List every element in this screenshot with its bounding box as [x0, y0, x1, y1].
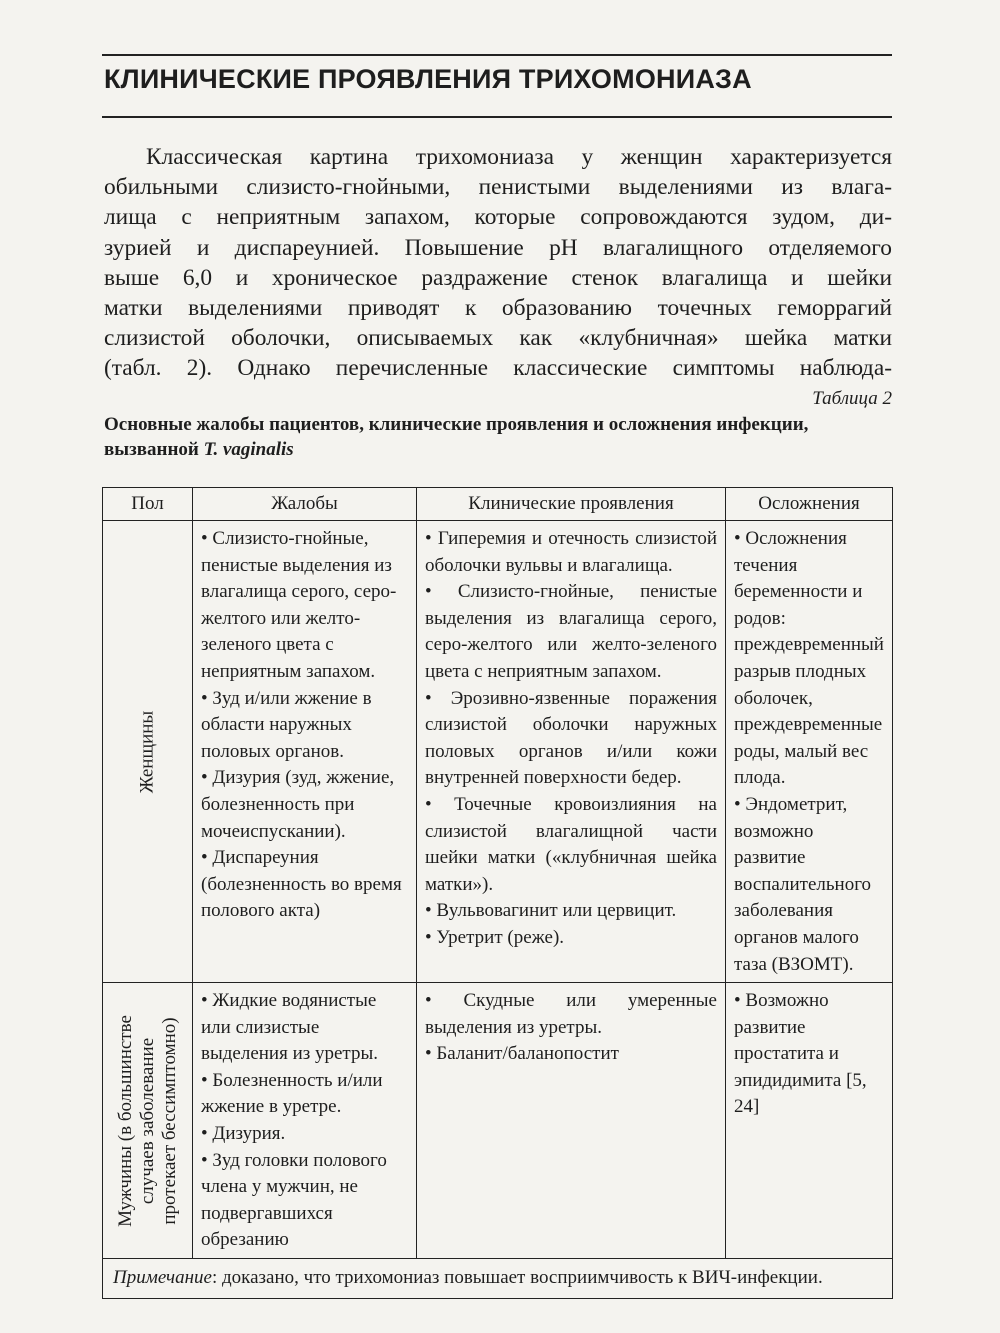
- list-item: • Диспареуния (болезненность во время полового акта): [201, 847, 402, 922]
- clinical-women: [417, 521, 726, 983]
- intro-paragraph: [104, 142, 892, 384]
- sex-label-men: [115, 1015, 181, 1227]
- list-item: • Зуд и/или жжение в области наружных половых органов.: [201, 687, 372, 762]
- list-item: • Зуд головки полового члена у мужчин, не подвергавшихся обрезанию: [201, 1149, 387, 1251]
- sex-label-line: протекает бессимптомно): [158, 1016, 180, 1225]
- list-item: • Жидкие водянистые или слизистые выделения из уретры.: [201, 990, 378, 1065]
- sex-label-women: Женщины: [136, 710, 158, 793]
- table-number: Таблица 2: [812, 388, 892, 409]
- caption-organism: T. vaginalis: [203, 439, 294, 460]
- complaints-men: [193, 983, 417, 1259]
- list-item: • Слизисто-гнойные, пенистые выделения из влагалища серого, серо-желтого или желто-зеленого цвета с неприятным запахом.: [425, 581, 717, 682]
- list-item: • Точечные кровоизлияния на слизистой влагалищной части шейки матки («клубничная шейка матки»).: [425, 793, 717, 895]
- header-complaints: Жалобы: [193, 488, 417, 521]
- sex-label-line: случаев заболевание: [136, 1037, 158, 1204]
- sex-cell-women: [103, 521, 193, 983]
- list-item: • Гиперемия и отечность слизистой оболочки вульвы и влагалища.: [425, 528, 717, 576]
- section-heading: КЛИНИЧЕСКИЕ ПРОЯВЛЕНИЯ ТРИХОМОНИАЗА: [104, 64, 752, 94]
- list-item: • Возможно развитие простатита и эпидидимита [5, 24]: [734, 990, 867, 1118]
- top-rule: [102, 54, 892, 56]
- list-item: • Эрозивно-язвенные поражения слизистой оболочки наружных половых органов и/или кожи внутренней поверхности бедер.: [425, 687, 717, 789]
- intro-line: обильными слизисто-гнойными, пенистыми выделениями из влага-: [104, 174, 892, 201]
- list-item: • Баланит/баланопостит: [425, 1043, 619, 1065]
- list-item: • Скудные или умеренные выделения из уретры.: [425, 990, 717, 1038]
- intro-line: Классическая картина трихомониаза у женщин характеризуется: [146, 144, 892, 170]
- header-complications: Осложнения: [726, 488, 893, 521]
- intro-line: матки выделениями приводят к образованию точечных геморрагий: [104, 295, 892, 322]
- table-row-men: [103, 983, 893, 1259]
- table-caption: [104, 412, 894, 462]
- list-item: • Эндометрит, возможно развитие воспалительного заболевания органов малого таза (ВЗОМТ).: [734, 793, 872, 975]
- intro-line: (табл. 2). Однако перечисленные классические симптомы наблюда-: [104, 355, 892, 382]
- note-label: Примечание: [113, 1267, 212, 1289]
- table-header-row: [103, 488, 893, 521]
- sex-cell-men: [103, 983, 193, 1259]
- caption-text: Основные жалобы пациентов, клинические проявления и осложнения инфекции, вызванной: [104, 414, 809, 460]
- clinical-men: [417, 983, 726, 1259]
- table-row-women: [103, 521, 893, 983]
- table-note: [103, 1259, 893, 1299]
- list-item: • Дизурия (зуд, жжение, болезненность при мочеиспускании).: [201, 767, 395, 842]
- list-item: • Вульвовагинит или цервицит.: [425, 900, 677, 922]
- list-item: • Осложнения течения беременности и родов: преждевременный разрыв плодных оболочек, преждевременные роды, малый вес плода.: [734, 528, 884, 789]
- symptoms-table: [102, 487, 893, 1299]
- sex-label-line: Мужчины (в большинстве: [114, 1014, 136, 1227]
- list-item: • Дизурия.: [201, 1123, 286, 1145]
- intro-line: выше 6,0 и хроническое раздражение стенок влагалища и шейки: [104, 264, 892, 291]
- intro-line: зурией и диспареунией. Повышение pH влагалищного отделяемого: [104, 234, 892, 261]
- header-sex: Пол: [103, 488, 193, 521]
- list-item: • Болезненность и/или жжение в уретре.: [201, 1069, 383, 1118]
- list-item: • Слизисто-гнойные, пенистые выделения из влагалища серого, серо-желтого или желто-зеленого цвета с неприятным запахом.: [201, 528, 397, 682]
- table-note-row: [103, 1259, 893, 1299]
- note-text: : доказано, что трихомониаз повышает восприимчивость к ВИЧ-инфекции.: [211, 1267, 823, 1289]
- header-clinical: Клинические проявления: [417, 488, 726, 521]
- complications-men: [726, 983, 893, 1259]
- intro-line: слизистой оболочки, описываемых как «клубничная» шейка матки: [104, 325, 892, 352]
- complications-women: [726, 521, 893, 983]
- list-item: • Уретрит (реже).: [425, 926, 565, 948]
- complaints-women: [193, 521, 417, 983]
- intro-line: лища с неприятным запахом, которые сопровождаются зудом, ди-: [104, 204, 892, 231]
- heading-underline: [102, 116, 892, 118]
